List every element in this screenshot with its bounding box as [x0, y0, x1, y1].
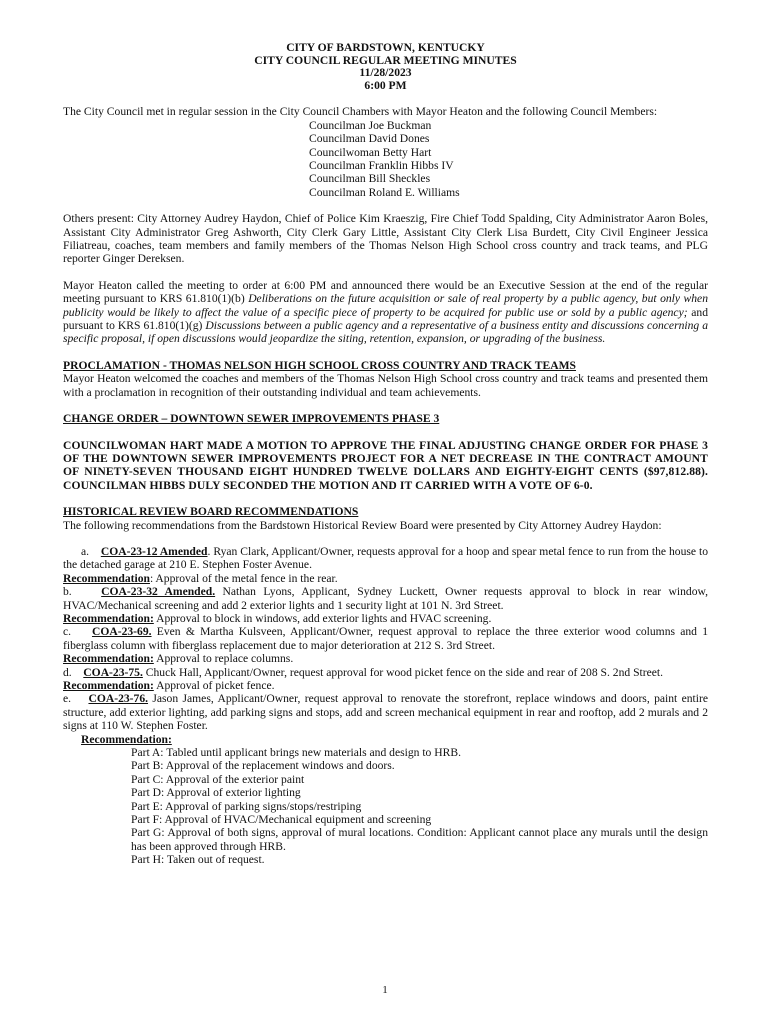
recommendation-text: Approval to replace columns. [153, 652, 294, 666]
item-letter: d. [63, 665, 72, 679]
member-item: Councilman David Dones [309, 132, 430, 146]
recommendation-label: Recommendation [63, 571, 150, 585]
exec-text-1: Mayor Heaton called the meeting to order at 6:00 PM and announced there would be an Executive Session at the end of the regular meeting pursuant to KRS 61.810(1)(b) [63, 278, 708, 306]
change-order-motion: COUNCILWOMAN HART MADE A MOTION TO APPROVE THE FINAL ADJUSTING CHANGE ORDER FOR PHASE 3 OF THE DOWNTOWN SEWER IMPROVEMENTS PROJECT FOR A NET DECREASE IN THE CONTRACT AMOUNT OF NINETY-SEVEN THOUSAND EIGHT HUNDRED TWELVE DOLLARS AND EIGHTY-EIGHT CENTS ($97,812.88). COUNCILMAN HIBBS DULY SECONDED THE MOTION AND IT CARRIED WITH A VOTE OF 6-0. [63, 438, 708, 492]
part-item: Part D: Approval of exterior lighting [131, 786, 301, 800]
recommendation-text: Approval of picket fence. [153, 679, 275, 692]
proclamation-text: Mayor Heaton welcomed the coaches and members of the Thomas Nelson High School cross country and track teams and presented them with a proclamation in recognition of their outstanding individual and team achievements. [63, 372, 708, 399]
hrb-item-b [63, 585, 708, 625]
recommendation-text: Approval to block in windows, add exterior lights and HVAC screening. [153, 611, 492, 625]
part-item: Part H: Taken out of request. [131, 853, 265, 867]
intro-paragraph: The City Council met in regular session in the City Council Chambers with Mayor Heaton and the following Council Members: [63, 105, 658, 119]
coa-number: COA-23-12 Amended [100, 544, 208, 558]
header-city: CITY OF BARDSTOWN, KENTUCKY [286, 41, 485, 54]
minutes-page [63, 42, 708, 867]
coa-number: COA-23-69. [91, 625, 152, 639]
item-letter: b. [63, 585, 72, 599]
coa-number: COA-23-76. [88, 692, 149, 706]
proclamation-heading: PROCLAMATION - THOMAS NELSON HIGH SCHOOL CROSS COUNTRY AND TRACK TEAMS [63, 358, 577, 372]
page-number: 1 [382, 984, 388, 996]
member-item: Councilman Roland E. Williams [309, 185, 460, 199]
part-item: Part B: Approval of the replacement windows and doors. [131, 759, 395, 773]
item-letter: a. [81, 544, 90, 558]
item-text: . Ryan Clark, Applicant/Owner, requests approval for a hoop and spear metal fence to run from the house to the detached garage at 210 E. Stephen Foster Avenue. [63, 544, 708, 572]
item-letter: c. [63, 625, 72, 639]
exec-italic-2: Discussions between a public agency and a representative of a business entity and discussions concerning a specific proposal, if open discussions would jeopardize the siting, retention, expansion, or upgrading of the business. [63, 319, 708, 346]
part-item: Part F: Approval of HVAC/Mechanical equipment and screening [131, 813, 432, 827]
item-text: Even & Martha Kulsveen, Applicant/Owner, request approval to replace the three exterior wood columns and 1 fiberglass column with fiberglass replacement due to major deterioration at 212 S. 3rd Street. [63, 625, 709, 652]
item-text: Chuck Hall, Applicant/Owner, request approval for wood picket fence on the side and rear of 208 S. 2nd Street. [142, 665, 664, 679]
hrb-item-d [63, 666, 708, 693]
recommendation-label: Recommendation: [63, 679, 154, 692]
item-letter: e. [63, 692, 72, 706]
recommendation-label: Recommendation: [63, 652, 154, 666]
member-item: Councilman Joe Buckman [309, 118, 432, 132]
hrb-item-a [63, 545, 708, 585]
header-time: 6:00 PM [364, 78, 407, 92]
hrb-item-c [63, 625, 708, 665]
item-text: Nathan Lyons, Applicant, Sydney Luckett, Owner requests approval to block in rear window, HVAC/Mechanical screening and add 2 exterior lights and 1 security light at 101 N. 3rd Street. [63, 585, 709, 612]
recommendation-parts [131, 746, 708, 867]
hrb-heading: HISTORICAL REVIEW BOARD RECOMMENDATIONS [63, 505, 359, 519]
member-item: Councilman Franklin Hibbs IV [309, 159, 454, 172]
part-item: Part G: Approval of both signs, approval of mural locations. Condition: Applicant cannot place any murals until the design has been approved through HRB. [131, 826, 708, 853]
coa-number: COA-23-32 Amended. [101, 585, 216, 599]
recommendation-label: Recommendation: [81, 732, 172, 746]
exec-text-2: and pursuant to KRS 61.810(1)(g) [63, 305, 708, 333]
item-text: Jason James, Applicant/Owner, request approval to renovate the storefront, replace windows and doors, paint entire structure, add exterior lighting, add parking signs and stops, add and screen mechanical equipment in rear and rooftop, add 2 murals and 2 signs at 110 W. Stephen Foster. [63, 692, 708, 733]
part-item: Part A: Tabled until applicant brings new materials and design to HRB. [131, 746, 461, 760]
coa-number: COA-23-75. [83, 665, 143, 679]
recommendation-text: : Approval of the metal fence in the rear. [149, 571, 338, 585]
recommendation-label: Recommendation: [63, 611, 154, 625]
part-item: Part C: Approval of the exterior paint [131, 772, 305, 786]
header-title: CITY COUNCIL REGULAR MEETING MINUTES [254, 53, 517, 67]
member-list [309, 119, 708, 199]
hrb-intro: The following recommendations from the Bardstown Historical Review Board were presented by City Attorney Audrey Haydon: [63, 518, 662, 532]
header-date: 11/28/2023 [359, 66, 412, 80]
others-present-paragraph: Others present: City Attorney Audrey Haydon, Chief of Police Kim Kraeszig, Fire Chief Todd Spalding, City Administrator Aaron Boles, Assistant City Administrator Greg Ashworth, City Clerk Gary Little, Assistant City Clerk Lisa Burdett, City Civil Engineer Jessica Filiatreau, coaches, team members and family members of the Thomas Nelson High School cross country and track teams, and PLG reporter Ginger Dereksen. [63, 212, 708, 266]
executive-session-paragraph [63, 279, 708, 346]
change-order-heading: CHANGE ORDER – DOWNTOWN SEWER IMPROVEMENTS PHASE 3 [63, 412, 440, 426]
hrb-item-e [63, 692, 708, 866]
member-item: Councilwoman Betty Hart [309, 145, 432, 159]
exec-italic-1: Deliberations on the future acquisition or sale of real property by a public agency, but only when publicity would be likely to affect the value of a specific piece of property to be acquired for public use or sold by a public agency; [63, 292, 709, 319]
member-item: Councilman Bill Sheckles [309, 172, 431, 186]
part-item: Part E: Approval of parking signs/stops/restriping [131, 799, 362, 813]
document-header [63, 42, 708, 92]
